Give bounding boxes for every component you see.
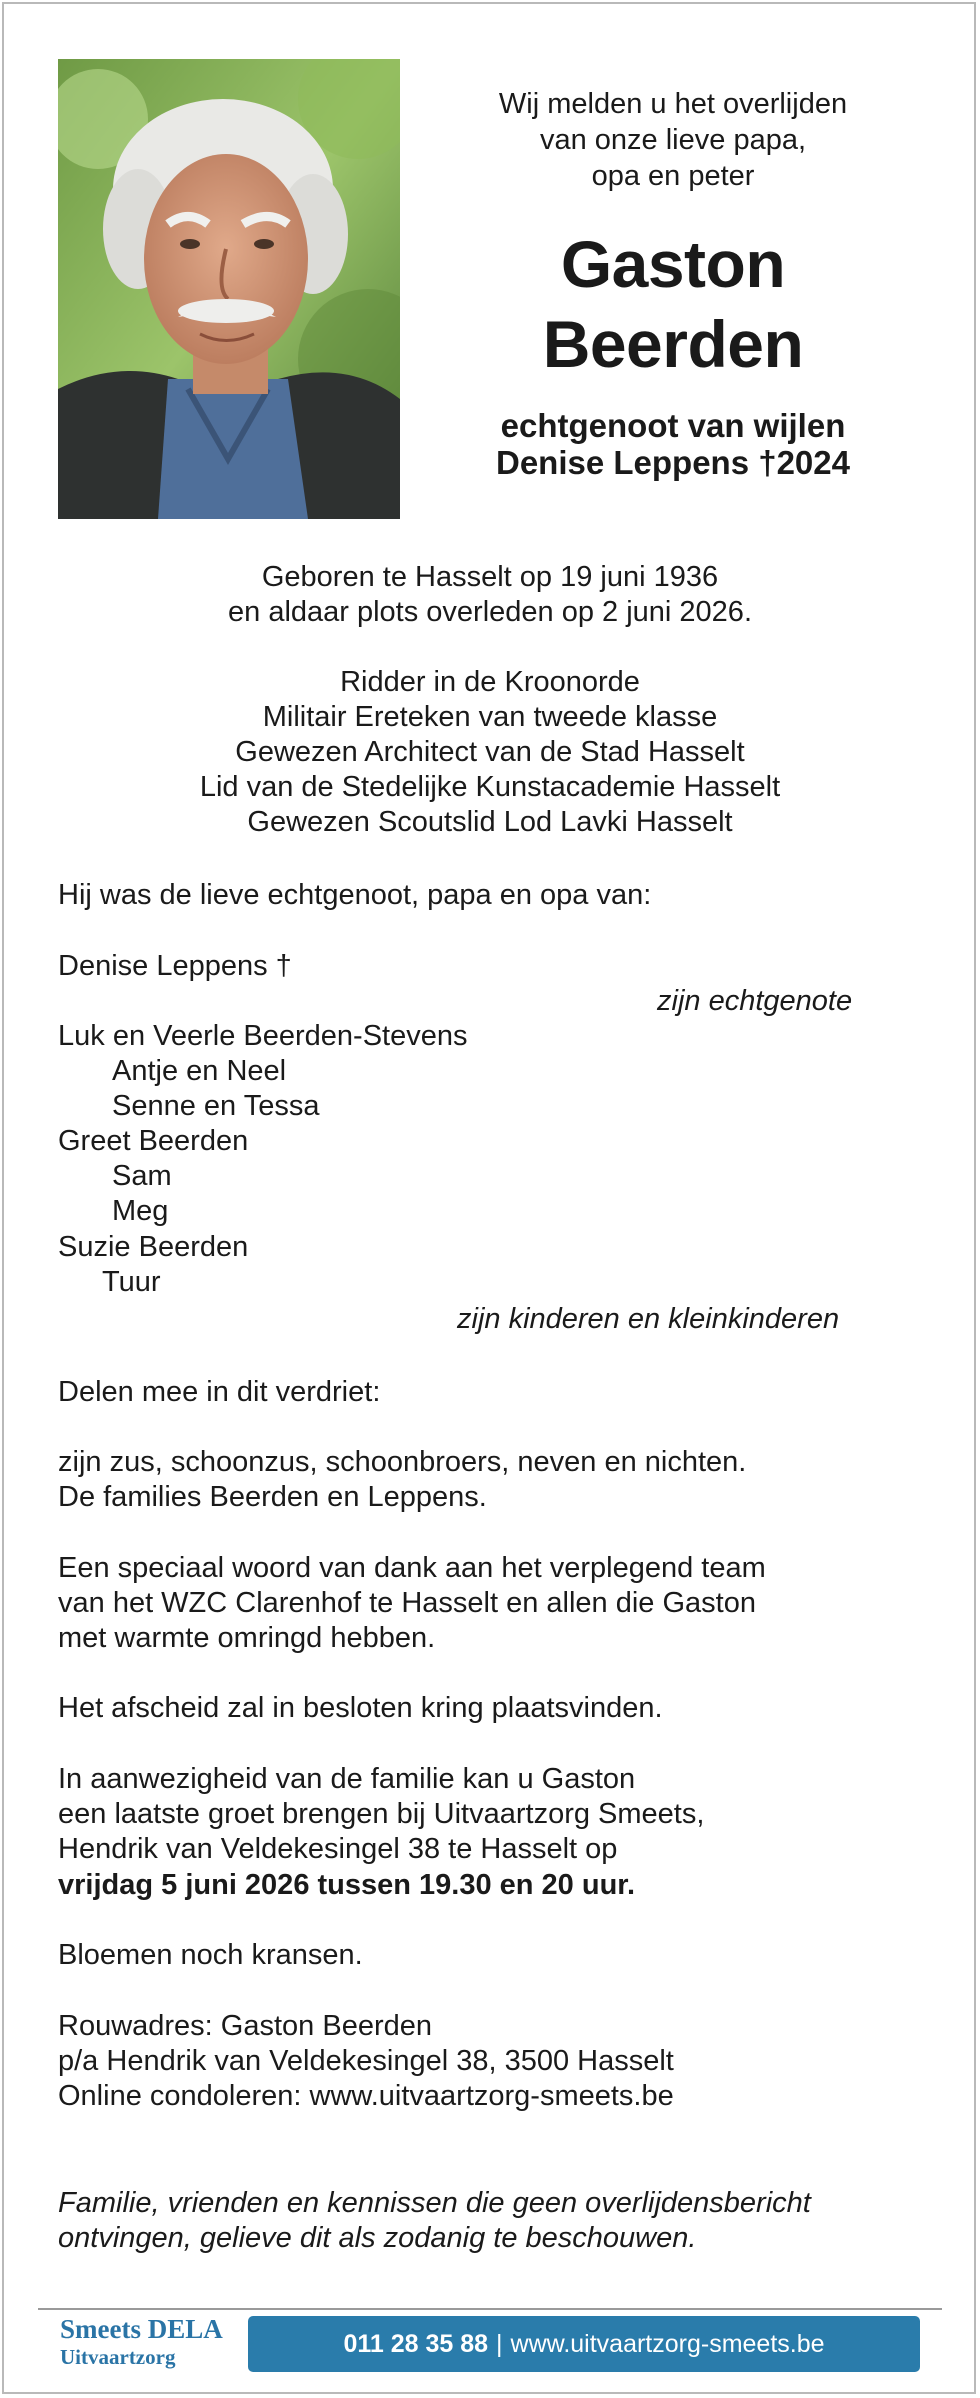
intro-line: Wij melden u het overlijden bbox=[498, 88, 848, 120]
thanks-line: van het WZC Clarenhof te Hasselt en allen die Gaston bbox=[58, 1587, 756, 1619]
visit-date: vrijdag 5 juni 2026 tussen 19.30 en 20 uur. bbox=[58, 1869, 636, 1901]
closing-line: Familie, vrienden en kennissen die geen overlijdensbericht bbox=[58, 2187, 811, 2219]
visit-line: In aanwezigheid van de familie kan u Gaston bbox=[58, 1763, 636, 1795]
grandchild-line: Antje en Neel bbox=[112, 1055, 287, 1087]
honor-item: Gewezen Scoutslid Lod Lavki Hasselt bbox=[247, 806, 733, 838]
grandchild-line: Tuur bbox=[102, 1266, 161, 1298]
birth-death-block bbox=[0, 560, 980, 630]
address-line: p/a Hendrik van Veldekesingel 38, 3500 Hasselt bbox=[58, 2045, 674, 2077]
last-name: Beerden bbox=[542, 307, 804, 381]
visit-line: Hendrik van Veldekesingel 38 te Hasselt op bbox=[58, 1833, 618, 1865]
contact-bar bbox=[248, 2316, 920, 2372]
intro-line: van onze lieve papa, bbox=[539, 124, 807, 156]
website-link[interactable]: www.uitvaartzorg-smeets.be bbox=[510, 2329, 825, 2358]
birth-line: Geboren te Hasselt op 19 juni 1936 bbox=[261, 561, 719, 593]
contact-separator: | bbox=[496, 2329, 503, 2358]
phone-number[interactable]: 011 28 35 88 bbox=[343, 2329, 489, 2358]
intro-line: opa en peter bbox=[591, 160, 755, 192]
farewell-text: Het afscheid zal in besloten kring plaatsvinden. bbox=[58, 1692, 663, 1724]
death-line: en aldaar plots overleden op 2 juni 2026. bbox=[228, 596, 752, 628]
address-line: Rouwadres: Gaston Beerden bbox=[58, 2010, 432, 2042]
spouse-heading bbox=[440, 407, 906, 481]
funeral-home-logo: Smeets DELA bbox=[60, 2314, 223, 2344]
first-name: Gaston bbox=[560, 227, 786, 301]
share-line: De families Beerden en Leppens. bbox=[58, 1481, 487, 1513]
honor-item: Lid van de Stedelijke Kunstacademie Hasselt bbox=[199, 771, 781, 803]
honor-item: Ridder in de Kroonorde bbox=[340, 666, 640, 698]
portrait-photo bbox=[58, 59, 400, 519]
children-role: zijn kinderen en kleinkinderen bbox=[457, 1303, 840, 1335]
flowers-text: Bloemen noch kransen. bbox=[58, 1939, 363, 1971]
closing-line: ontvingen, gelieve dit als zodanig te beschouwen. bbox=[58, 2222, 697, 2254]
spouse-line: Denise Leppens †2024 bbox=[495, 444, 850, 481]
grandchild-line: Senne en Tessa bbox=[112, 1090, 320, 1122]
share-title: Delen mee in dit verdriet: bbox=[58, 1376, 381, 1408]
deceased-name bbox=[440, 224, 906, 384]
child-line: Greet Beerden bbox=[58, 1125, 249, 1157]
footer-divider bbox=[38, 2308, 942, 2310]
family-intro: Hij was de lieve echtgenoot, papa en opa van: bbox=[58, 879, 652, 911]
spouse-name: Denise Leppens † bbox=[58, 950, 292, 982]
share-line: zijn zus, schoonzus, schoonbroers, neven en nichten. bbox=[58, 1446, 747, 1478]
honor-item: Gewezen Architect van de Stad Hasselt bbox=[235, 736, 745, 768]
spouse-role: zijn echtgenote bbox=[657, 985, 853, 1017]
child-line: Luk en Veerle Beerden-Stevens bbox=[58, 1020, 468, 1052]
grandchild-line: Sam bbox=[112, 1160, 172, 1192]
thanks-line: Een speciaal woord van dank aan het verplegend team bbox=[58, 1552, 766, 1584]
funeral-home-logo-subtitle: Uitvaartzorg bbox=[60, 2345, 176, 2369]
honor-item: Militair Ereteken van tweede klasse bbox=[262, 701, 718, 733]
honors-list bbox=[0, 665, 980, 840]
intro-text bbox=[440, 86, 906, 194]
visit-line: een laatste groet brengen bij Uitvaartzorg Smeets, bbox=[58, 1798, 705, 1830]
thanks-line: met warmte omringd hebben. bbox=[58, 1622, 436, 1654]
grandchild-line: Meg bbox=[112, 1195, 169, 1227]
address-line: Online condoleren: www.uitvaartzorg-smeets.be bbox=[58, 2080, 674, 2112]
child-line: Suzie Beerden bbox=[58, 1231, 249, 1263]
spouse-line: echtgenoot van wijlen bbox=[500, 407, 846, 444]
